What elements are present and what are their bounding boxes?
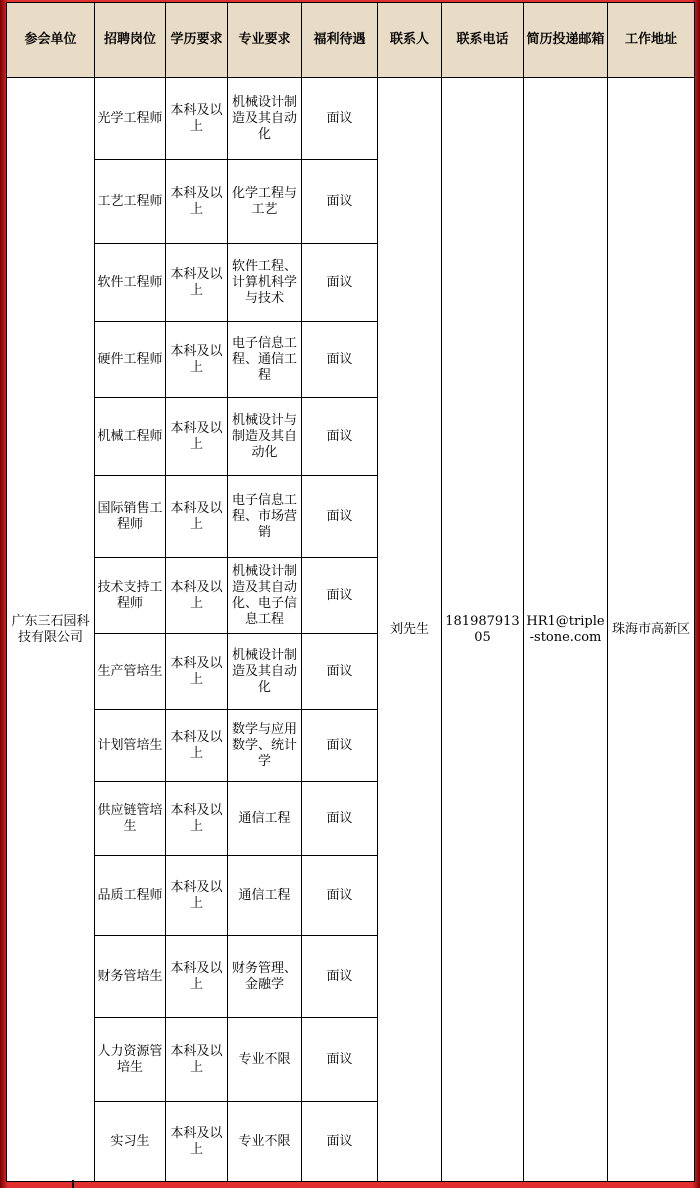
benefit-cell: 面议: [302, 244, 378, 322]
major-cell: 专业不限: [228, 1018, 302, 1102]
position-cell: 财务管培生: [95, 936, 166, 1018]
benefit-cell: 面议: [302, 782, 378, 856]
education-cell: 本科及以上: [166, 398, 228, 476]
education-cell: 本科及以上: [166, 856, 228, 936]
contact-cell: 刘先生: [378, 78, 442, 1182]
header-major: 专业要求: [228, 3, 302, 78]
major-cell: 电子信息工程、市场营销: [228, 476, 302, 558]
position-cell: 计划管培生: [95, 710, 166, 782]
benefit-cell: 面议: [302, 936, 378, 1018]
company-cell: 广东三石园科技有限公司: [7, 78, 95, 1182]
header-position: 招聘岗位: [95, 3, 166, 78]
benefit-cell: 面议: [302, 398, 378, 476]
position-cell: 国际销售工程师: [95, 476, 166, 558]
education-cell: 本科及以上: [166, 322, 228, 398]
benefit-cell: 面议: [302, 1018, 378, 1102]
benefit-cell: 面议: [302, 856, 378, 936]
major-cell: 软件工程、计算机科学与技术: [228, 244, 302, 322]
position-cell: 人力资源管培生: [95, 1018, 166, 1102]
benefit-cell: 面议: [302, 710, 378, 782]
major-cell: 化学工程与工艺: [228, 160, 302, 244]
education-cell: 本科及以上: [166, 1102, 228, 1182]
major-cell: 通信工程: [228, 782, 302, 856]
position-cell: 软件工程师: [95, 244, 166, 322]
header-benefit: 福利待遇: [302, 3, 378, 78]
education-cell: 本科及以上: [166, 782, 228, 856]
major-cell: 通信工程: [228, 856, 302, 936]
benefit-cell: 面议: [302, 476, 378, 558]
position-cell: 生产管培生: [95, 634, 166, 710]
major-cell: 机械设计制造及其自动化、电子信息工程: [228, 558, 302, 634]
position-cell: 工艺工程师: [95, 160, 166, 244]
education-cell: 本科及以上: [166, 1018, 228, 1102]
major-cell: 机械设计与制造及其自动化: [228, 398, 302, 476]
major-cell: 机械设计制造及其自动化: [228, 634, 302, 710]
education-cell: 本科及以上: [166, 160, 228, 244]
table-row: [7, 78, 695, 160]
benefit-cell: 面议: [302, 78, 378, 160]
benefit-cell: 面议: [302, 558, 378, 634]
address-cell: 珠海市高新区: [608, 78, 695, 1182]
education-cell: 本科及以上: [166, 710, 228, 782]
major-cell: 机械设计制造及其自动化: [228, 78, 302, 160]
benefit-cell: 面议: [302, 634, 378, 710]
benefit-cell: 面议: [302, 1102, 378, 1182]
header-row: [7, 3, 695, 78]
position-cell: 品质工程师: [95, 856, 166, 936]
major-cell: 专业不限: [228, 1102, 302, 1182]
bottom-mark: [72, 1180, 74, 1188]
position-cell: 实习生: [95, 1102, 166, 1182]
education-cell: 本科及以上: [166, 476, 228, 558]
education-cell: 本科及以上: [166, 244, 228, 322]
benefit-cell: 面议: [302, 322, 378, 398]
benefit-cell: 面议: [302, 160, 378, 244]
major-cell: 电子信息工程、通信工程: [228, 322, 302, 398]
header-phone: 联系电话: [442, 3, 524, 78]
education-cell: 本科及以上: [166, 936, 228, 1018]
header-email: 简历投递邮箱: [524, 3, 608, 78]
phone-cell: 18198791305: [442, 78, 524, 1182]
position-cell: 光学工程师: [95, 78, 166, 160]
header-company: 参会单位: [7, 3, 95, 78]
header-education: 学历要求: [166, 3, 228, 78]
recruitment-table: [6, 2, 695, 1182]
position-cell: 硬件工程师: [95, 322, 166, 398]
education-cell: 本科及以上: [166, 634, 228, 710]
position-cell: 机械工程师: [95, 398, 166, 476]
header-address: 工作地址: [608, 3, 695, 78]
position-cell: 供应链管培生: [95, 782, 166, 856]
education-cell: 本科及以上: [166, 78, 228, 160]
position-cell: 技术支持工程师: [95, 558, 166, 634]
major-cell: 财务管理、金融学: [228, 936, 302, 1018]
header-contact: 联系人: [378, 3, 442, 78]
education-cell: 本科及以上: [166, 558, 228, 634]
email-cell[interactable]: HR1@triple-stone.com: [524, 78, 608, 1182]
major-cell: 数学与应用数学、统计学: [228, 710, 302, 782]
